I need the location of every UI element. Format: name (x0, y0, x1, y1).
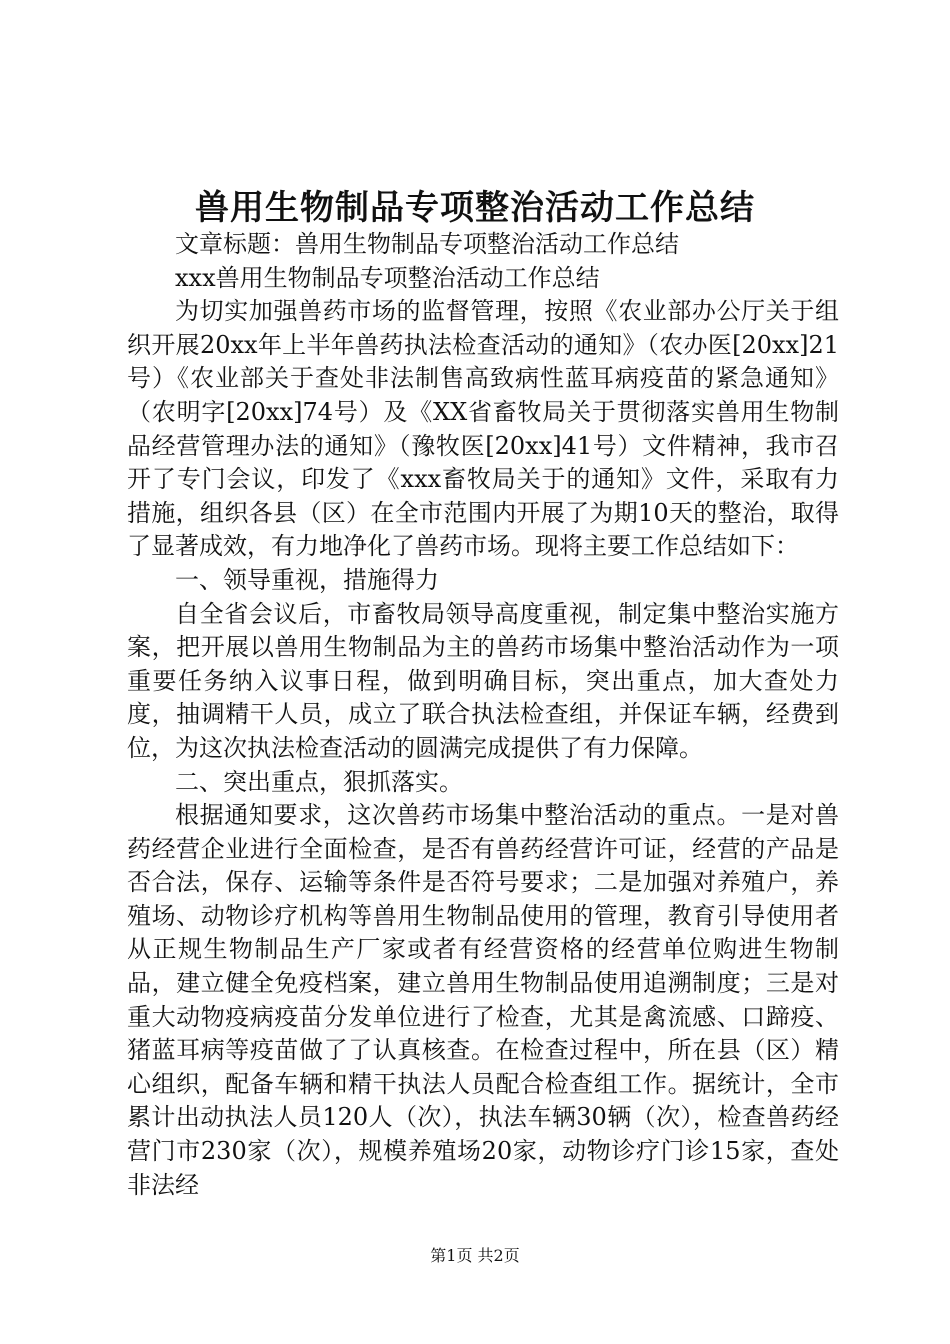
document-title: 兽用生物制品专项整治活动工作总结 (195, 188, 755, 228)
section-1-paragraph: 自全省会议后，市畜牧局领导高度重视，制定集中整治实施方案，把开展以兽用生物制品为主的兽药市场集中整治活动作为一项重要任务纳入议事日程，做到明确目标，突出重点，加大查处力度，抽调精干人员，成立了联合执法检查组，并保证车辆，经费到位，为这次执法检查活动的圆满完成提供了有力保障。 (127, 599, 839, 762)
section-heading-2: 二、突出重点，狠抓落实。 (175, 767, 463, 796)
subtitle-line: xxx兽用生物制品专项整治活动工作总结 (175, 263, 600, 292)
section-2-paragraph: 根据通知要求，这次兽药市场集中整治活动的重点。一是对兽药经营企业进行全面检查，是否有兽药经营许可证，经营的产品是否合法，保存、运输等条件是否符号要求；二是加强对养殖户，养殖场、动物诊疗机构等兽用生物制品使用的管理，教育引导使用者从正规生物制品生产厂家或者有经营资格的经营单位购进生物制品，建立健全免疫档案，建立兽用生物制品使用追溯制度；三是对重大动物疫病疫苗分发单位进行了检查，尤其是禽流感、口蹄疫、猪蓝耳病等疫苗做了了认真核查。在检查过程中，所在县（区）精心组织，配备车辆和精干执法人员配合检查组工作。据统计，全市累计出动执法人员120人（次），执法车辆30辆（次），检查兽药经营门市230家（次），规模养殖场20家，动物诊疗门诊15家，查处非法经 (127, 801, 839, 1199)
intro-paragraph: 为切实加强兽药市场的监督管理，按照《农业部办公厅关于组织开展20xx年上半年兽药执法检查活动的通知》（农办医[20xx]21号）《农业部关于查处非法制售高致病性蓝耳病疫苗的紧急通知》（农明字[20xx]74号）及《XX省畜牧局关于贯彻落实兽用生物制品经营管理办法的通知》（豫牧医[20xx]41号）文件精神，我市召开了专门会议，印发了《xxx畜牧局关于的通知》文件，采取有力措施，组织各县（区）在全市范围内开展了为期10天的整治，取得了显著成效，有力地净化了兽药市场。现将主要工作总结如下： (127, 297, 839, 561)
article-title-line: 文章标题：兽用生物制品专项整治活动工作总结 (175, 230, 679, 258)
document-body (127, 228, 839, 1202)
section-heading-1: 一、领导重视，措施得力 (175, 565, 439, 594)
page-footer: 第1页 共2页 (430, 1246, 520, 1265)
